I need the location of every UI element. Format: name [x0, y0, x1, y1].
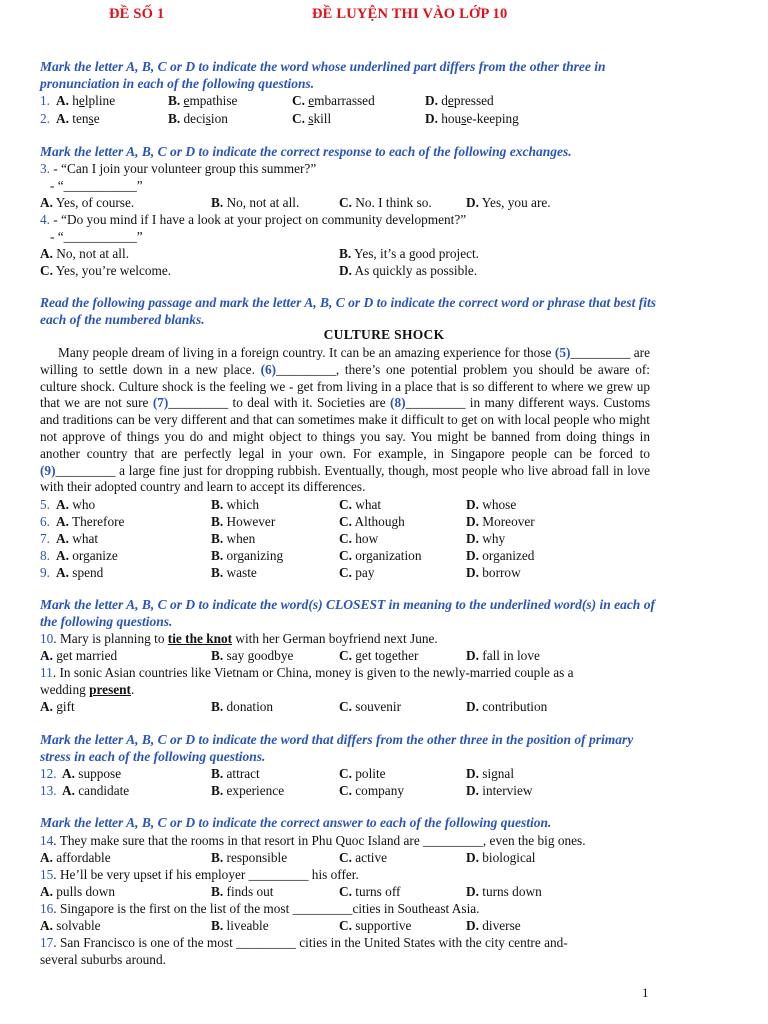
section-1-instruction: Mark the letter A, B, C or D to indicate the word whose underlined part differs from the other three in pronunciation in each of the following questions.: [40, 59, 606, 91]
section-6-instruction: Mark the letter A, B, C or D to indicate the correct answer to each of the following question.: [40, 815, 552, 830]
question-4: 4. - “Do you mind if I have a look at your project on community development?”: [40, 212, 467, 227]
question-10: 10. Mary is planning to tie the knot with her German boyfriend next June.: [40, 631, 438, 646]
passage-body: Many people dream of living in a foreign country. It can be an amazing experience for those (5)_________ are willing to settle down in a new place. (6)_________, there’s one potential problem you should be aware of: culture shock. Culture shock is the feeling we - get from living in a place that is so different to where we grew up that we are not sure (7)_________ to deal with it. Societies are (8)_________ in many different ways. Customs and traditions can be very different and that can sometimes make it difficult to get on with local people who might not approve of things you do and might object to things you say. You might be banned from doing things in another country that are perfectly legal in your own. For example, in Singapore people can be forced to (9)_________ a large fine just for dropping rubbish. Eventually, though, most people who live abroad fall in love with their adopted country and learn to accept its differences.: [40, 345, 651, 495]
question-number: 1.: [40, 93, 50, 108]
question-8: 8.: [40, 548, 50, 563]
question-2: 2.: [40, 111, 50, 126]
passage-title: CULTURE SHOCK: [323, 327, 445, 342]
exam-number: ĐỀ SỐ 1: [109, 6, 165, 22]
q4-option-a: A. No, not at all.: [40, 246, 130, 261]
q4-option-c: C. Yes, you’re welcome.: [40, 263, 172, 278]
question-13: 13.: [40, 783, 57, 798]
question-6: 6.: [40, 514, 50, 529]
q3-option-b: B. No, not at all.: [211, 195, 300, 210]
document-page: ĐỀ SỐ 1 ĐỀ LUYỆN THI VÀO LỚP 10 Mark the letter A, B, C or D to indicate the word whose underlined part differs from the other three in pronunciation in each of the following questions. 1. A. helpline B. empathise C. embarrassed D. depressed 2. A. tense B. decision C. skill D. house-keeping Mark the letter A, B, C or D to indicate the correct response to each of the following exchanges. 3. - “Can I join your volunteer group this summer?” - “___________” A. Yes, of course. B. No, not at all. C. No. I think so. D. Yes, you are. 4. - “Do you mind if I have a look at your project on community development?” - “___________” A. No, not at all. B. Yes, it’s a good project. C. Yes, you’re welcome. D. As quickly as possible. Read the following passage and mark the letter A, B, C or D to indicate the correct word or phrase that best fits each of the numbered blanks. CULTURE SHOCK Many people dream of living in a foreign country. It can be an amazing experience for those (5)_________ are willing to settle down in a new place. (6)_________, there’s one potential problem you should be aware of: culture shock. Culture shock is the feeling we - get from living in a place that is so different to where we grew up that we are not sure (7)_________ to deal with it. Societies are (8)_________ in many different ways. Customs and traditions can be very different and that can sometimes make it difficult to get on with local people who might not approve of things you do and might object to things you say. You might be banned from doing things in another country that are perfectly legal in your own. For example, in Singapore people can be forced to (9)_________ a large fine just for dropping rubbish. Eventually, though, most people who live abroad fall in love with their adopted country and learn to accept its differences. 5. A. who B. which C. what D. whose 6. A. Therefore B. However C. Although D. Moreover 7. A. what B. when C. how D. why 8. A. organize B. organizing C. organization D. organized 9. A. spend B. waste C. pay D. borrow Mark the letter A, B, C or D to indicate the word(s) CLOSEST in meaning to the underlined word(s) in each of the following questions. 10. Mary is planning to tie the knot with her German boyfriend next June. A. get married B. say goodbye C. get together D. fall in love 11. In sonic Asian countries like Vietnam or China, money is given to the newly-married couple as a wedding present. A. gift B. donation C. souvenir D. contribution Mark the letter A, B, C or D to indicate the word that differs from the other three in the position of primary stress in each of the following questions. 12. A. suppose B. attract C. polite D. signal 13. A. candidate B. experience C. company D. interview Mark the letter A, B, C or D to indicate the correct answer to each of the following question. 14. They make sure that the rooms in that resort in Phu Quoc Island are _________, even the big ones. A. affordable B. responsible C. active D. biological 15. He’ll be very upset if his employer _________ his offer. A. pulls down B. finds out C. turns off D. turns down 16. Singapore is the first on the list of the most _________cities in Southeast Asia. A. solvable B. liveable C. supportive D. diverse 17. San Francisco is one of the most _________ cities in the United States with the city centre and- several suburbs around. 1: [0, 0, 768, 1024]
q2-option-c: C. skill: [292, 111, 332, 126]
question-17: 17. San Francisco is one of the most _________ cities in the United States with the city centre and-: [40, 935, 568, 950]
question-16: 16. Singapore is the first on the list of the most _________cities in Southeast Asia.: [40, 901, 480, 916]
q2-option-b: B. decision: [168, 111, 228, 126]
question-15: 15. He’ll be very upset if his employer _________ his offer.: [40, 867, 359, 882]
q4-blank: - “___________”: [50, 229, 143, 244]
q1-option-c: C. embarrassed: [292, 93, 375, 108]
q3-option-c: C. No. I think so.: [339, 195, 432, 210]
question-9: 9.: [40, 565, 50, 580]
q3-option-a: A. Yes, of course.: [40, 195, 135, 210]
q2-option-a: A. tense: [56, 111, 100, 126]
q1-option-d: D. depressed: [425, 93, 494, 108]
question-12: 12.: [40, 766, 57, 781]
question-7: 7.: [40, 531, 50, 546]
question-11: 11. In sonic Asian countries like Vietnam or China, money is given to the newly-married couple as a: [40, 665, 574, 680]
q4-option-d: D. As quickly as possible.: [339, 263, 478, 278]
q3-blank: - “___________”: [50, 178, 143, 193]
section-2-instruction: Mark the letter A, B, C or D to indicate the correct response to each of the following exchanges.: [40, 144, 572, 159]
question-14: 14. They make sure that the rooms in that resort in Phu Quoc Island are _________, even the big ones.: [40, 833, 586, 848]
page-number: 1: [642, 985, 649, 1000]
section-4-instruction: Mark the letter A, B, C or D to indicate the word(s) CLOSEST in meaning to the underlined word(s) in each of the following questions.: [40, 597, 655, 629]
q1-option-a: A. helpline: [56, 93, 116, 108]
section-5-instruction: Mark the letter A, B, C or D to indicate the word that differs from the other three in the position of primary stress in each of the following questions.: [40, 732, 634, 764]
question-1: [40, 92, 50, 109]
exam-title: ĐỀ LUYỆN THI VÀO LỚP 10: [312, 6, 508, 22]
question-5: 5.: [40, 497, 50, 512]
question-3: 3. - “Can I join your volunteer group this summer?”: [40, 161, 317, 176]
q2-option-d: D. house-keeping: [425, 111, 519, 126]
q1-option-b: B. empathise: [168, 93, 238, 108]
q4-option-b: B. Yes, it’s a good project.: [339, 246, 480, 261]
q3-option-d: D. Yes, you are.: [466, 195, 551, 210]
section-3-instruction: Read the following passage and mark the letter A, B, C or D to indicate the correct word or phrase that best fits each of the numbered blanks.: [40, 295, 657, 327]
